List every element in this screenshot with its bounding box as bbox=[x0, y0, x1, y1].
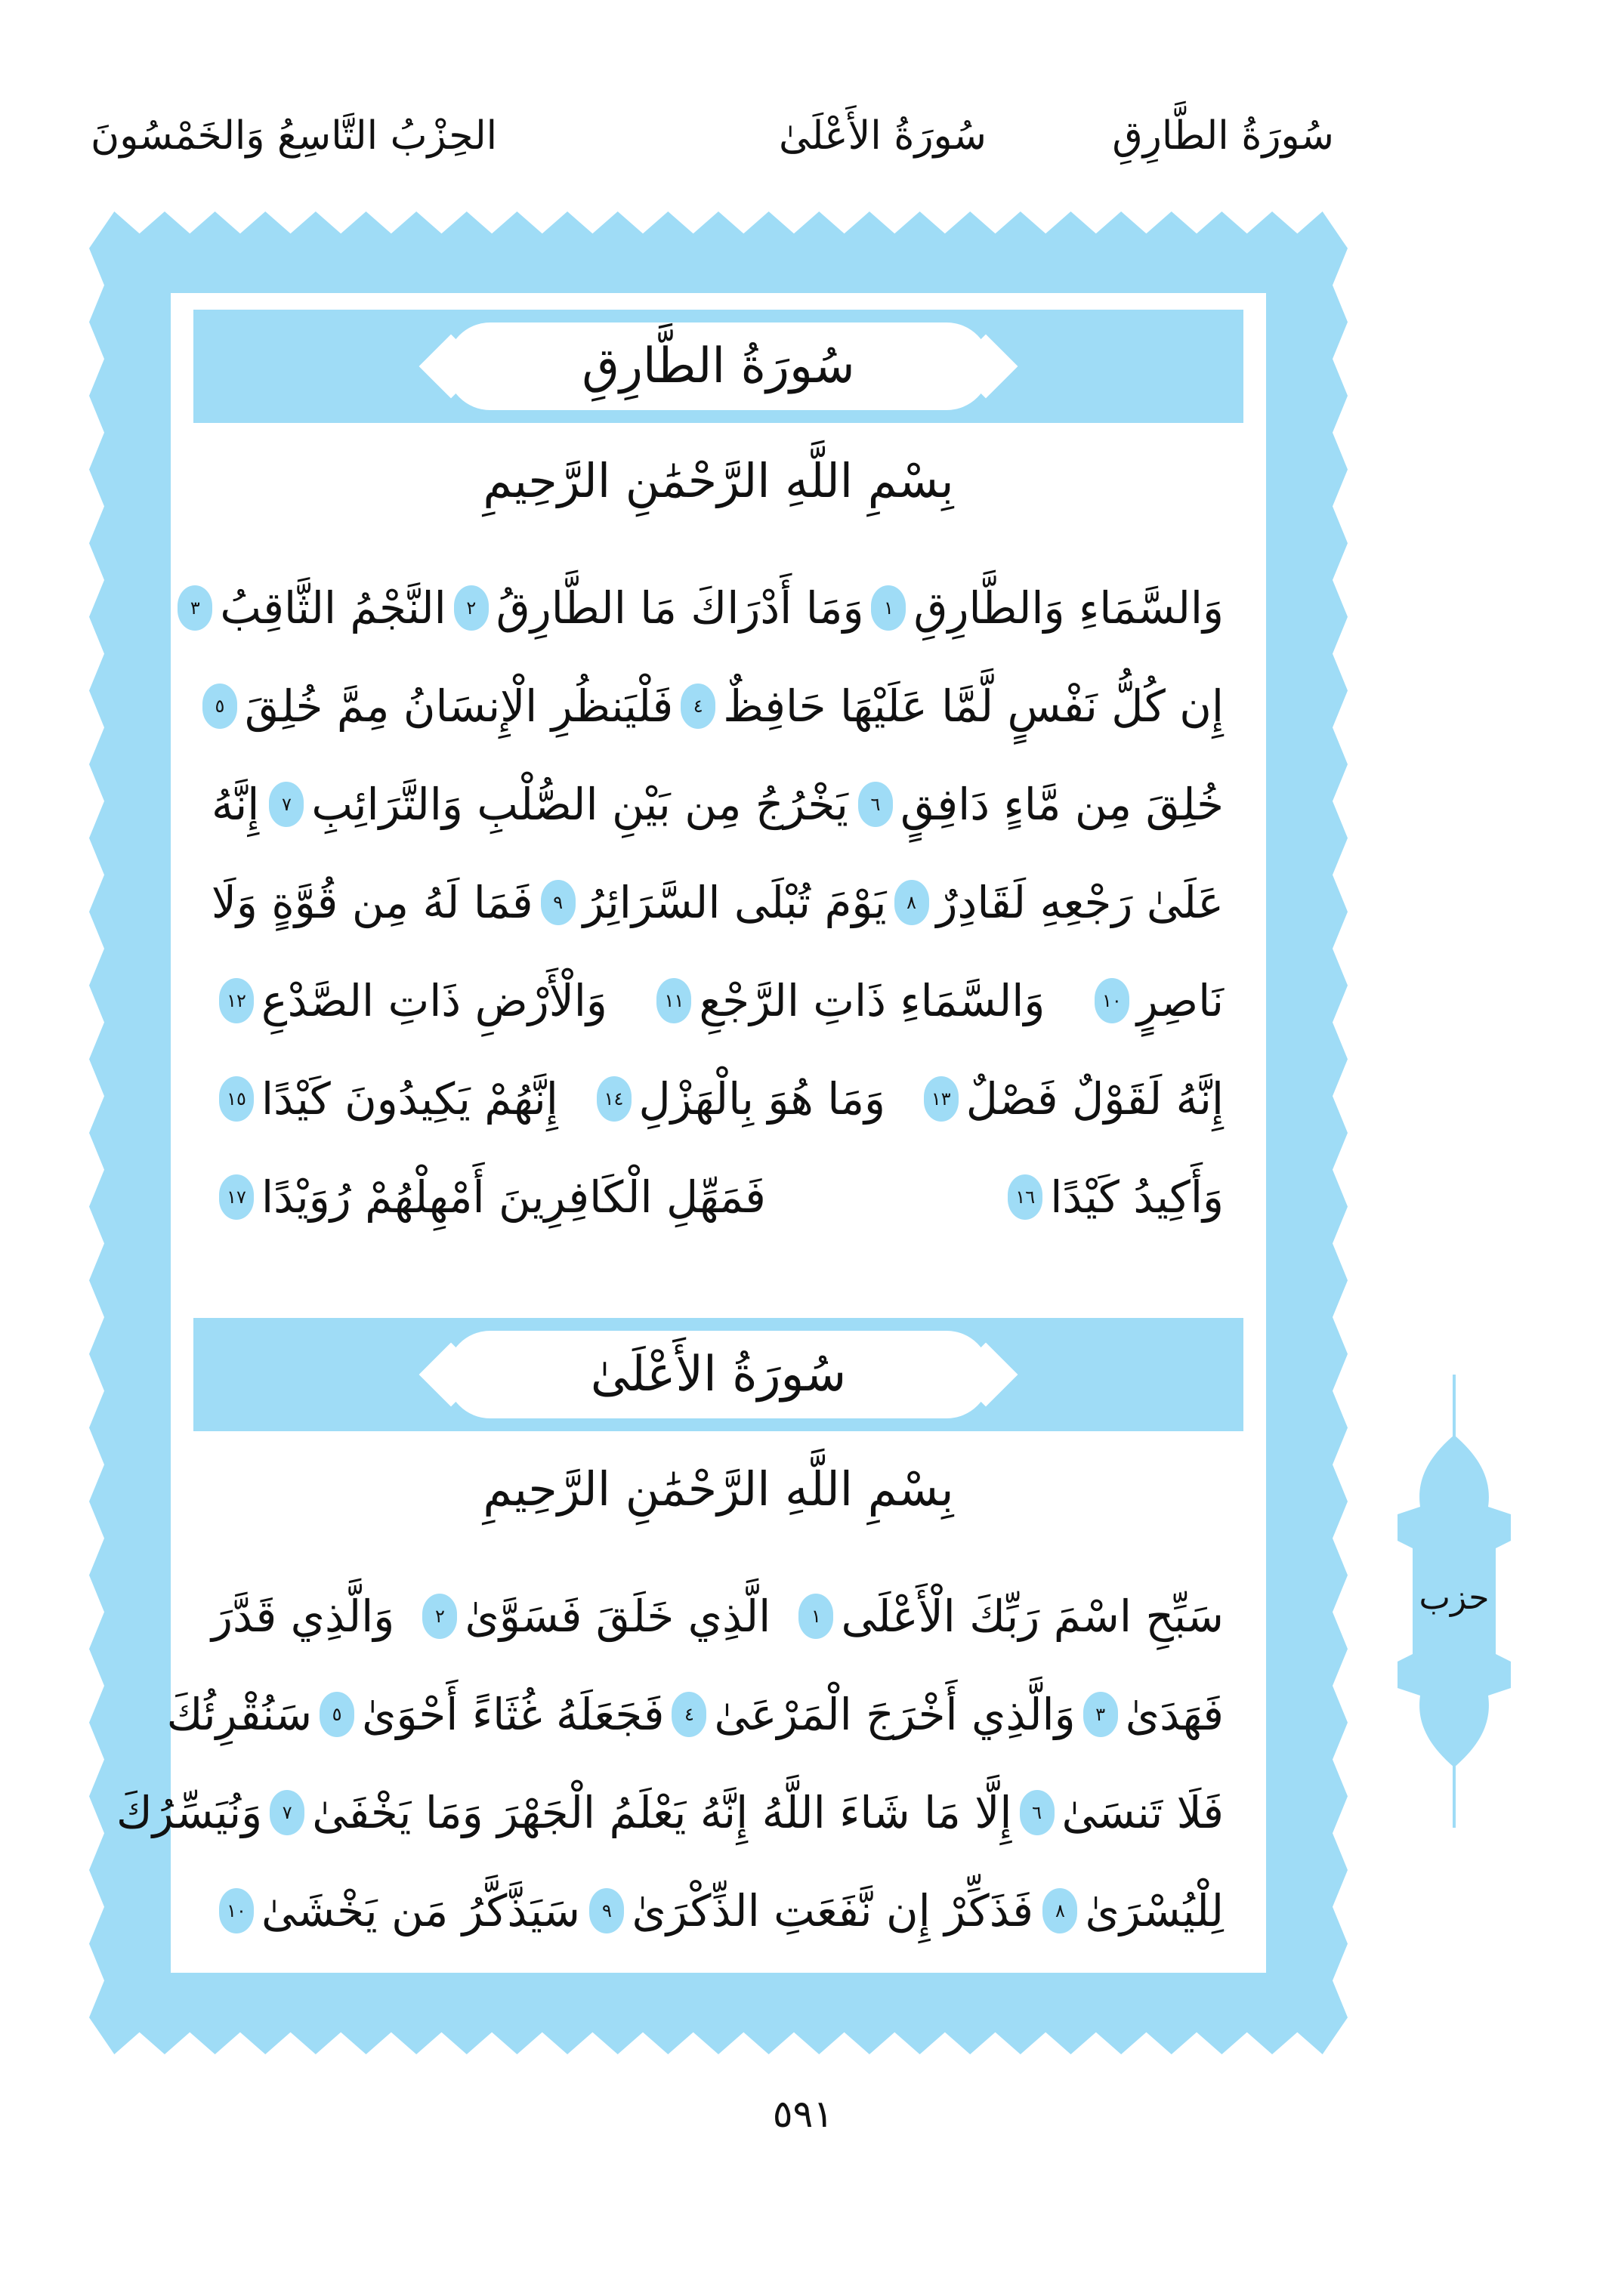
verse-text: النَّجْمُ الثَّاقِبُ bbox=[220, 582, 446, 634]
verse-text: وَأَكِيدُ كَيْدًا bbox=[1050, 1171, 1224, 1223]
verse-segment bbox=[212, 779, 259, 830]
verse-segment bbox=[446, 582, 864, 634]
ayah-number-marker: ٥ bbox=[320, 1692, 354, 1737]
verse-segment bbox=[170, 582, 446, 634]
verse-text: إِن كُلُّ نَفْسٍ لَّمَّا عَلَيْهَا حَافِظٌ bbox=[723, 680, 1224, 732]
ayah-number-marker: ٦ bbox=[858, 782, 893, 827]
verse-segment bbox=[589, 1073, 886, 1125]
ayah-number-marker: ٧ bbox=[269, 782, 304, 827]
verse-text: إِنَّهُ لَقَوْلٌ فَصْلٌ bbox=[965, 1073, 1224, 1125]
verse-text: إِنَّهُ bbox=[212, 779, 260, 830]
ayah-number-marker: ١٥ bbox=[219, 1076, 254, 1122]
verse-segment bbox=[1000, 1171, 1224, 1223]
verse-segment bbox=[673, 680, 1224, 732]
ayah-number-marker: ١٠ bbox=[1095, 978, 1129, 1023]
verse-line bbox=[116, 1764, 1224, 1862]
verse-line bbox=[212, 755, 1224, 853]
verse-text: وَالَّذِي أَخْرَجَ الْمَرْعَىٰ bbox=[714, 1689, 1076, 1740]
verse-segment bbox=[262, 1787, 1011, 1838]
verse-segment bbox=[582, 1885, 1033, 1936]
ayah-number-marker: ٤ bbox=[672, 1692, 706, 1737]
header-sura-right bbox=[1112, 113, 1334, 181]
surah-title: سُورَةُ الطَّارِقِ bbox=[582, 338, 855, 394]
verse-text: الَّذِي خَلَقَ فَسَوَّىٰ bbox=[465, 1591, 771, 1642]
verse-line bbox=[212, 1148, 1224, 1246]
header-sura-right-text: سُورَةُ الطَّارِقِ bbox=[1112, 113, 1334, 159]
verse-segment bbox=[212, 1073, 558, 1125]
verse-segment bbox=[791, 1591, 1224, 1642]
ayah-number-marker: ١٣ bbox=[924, 1076, 959, 1122]
ayah-number-marker: ٣ bbox=[1083, 1692, 1118, 1737]
ayah-number-marker: ٨ bbox=[894, 880, 929, 925]
ayah-number-marker: ٩ bbox=[589, 1888, 624, 1933]
verse-text: وَالسَّمَاءِ وَالطَّارِقِ bbox=[913, 582, 1224, 634]
surah-title: سُورَةُ الأَعْلَىٰ bbox=[590, 1347, 847, 1403]
verse-line bbox=[212, 1862, 1224, 1960]
verse-text: يَوْمَ تُبْلَى السَّرَائِرُ bbox=[582, 877, 887, 928]
verse-segment bbox=[1035, 1885, 1224, 1936]
verse-segment bbox=[649, 975, 1045, 1026]
verse-segment bbox=[212, 1885, 580, 1936]
verse-segment bbox=[1012, 1787, 1225, 1838]
verse-text: نَاصِرٍ bbox=[1136, 975, 1224, 1026]
basmala: بِسْمِ اللَّهِ الرَّحْمَٰنِ الرَّحِيمِ bbox=[483, 1461, 954, 1517]
verse-segment bbox=[533, 877, 887, 928]
verse-text: خُلِقَ مِن مَّاءٍ دَافِقٍ bbox=[900, 779, 1224, 830]
ayah-number-marker: ١٦ bbox=[1008, 1174, 1042, 1220]
surah-banner-tariq bbox=[193, 310, 1243, 423]
verse-segment bbox=[664, 1689, 1075, 1740]
verse-line bbox=[212, 657, 1224, 755]
ayah-number-marker: ١١ bbox=[656, 978, 691, 1023]
verse-text: إِنَّهُمْ يَكِيدُونَ كَيْدًا bbox=[261, 1073, 558, 1125]
verse-segment bbox=[887, 877, 1224, 928]
verse-line bbox=[212, 1567, 1224, 1665]
ayah-number-marker: ١٠ bbox=[219, 1888, 254, 1933]
ayah-number-marker: ١ bbox=[871, 585, 906, 631]
header-hizb bbox=[91, 113, 497, 181]
verse-segment bbox=[212, 1591, 394, 1642]
surah-cartouche bbox=[446, 322, 990, 410]
verse-text: سَبِّحِ اسْمَ رَبِّكَ الْأَعْلَى bbox=[841, 1591, 1224, 1642]
verse-segment bbox=[167, 1689, 312, 1740]
header-hizb-text: الحِزْبُ التَّاسِعُ وَالخَمْسُونَ bbox=[91, 113, 498, 159]
surah-banner-ala bbox=[193, 1318, 1243, 1431]
verse-text: وَمَا هُوَ بِالْهَزْلِ bbox=[638, 1073, 886, 1125]
ayah-number-marker: ١٧ bbox=[219, 1174, 254, 1220]
verse-segment bbox=[916, 1073, 1224, 1125]
verse-text: وَالَّذِي قَدَّرَ bbox=[212, 1591, 395, 1642]
basmala: بِسْمِ اللَّهِ الرَّحْمَٰنِ الرَّحِيمِ bbox=[483, 453, 954, 508]
verse-text: فَهَدَىٰ bbox=[1125, 1689, 1224, 1740]
ayah-number-marker: ٥ bbox=[202, 684, 237, 729]
verse-segment bbox=[212, 1171, 766, 1223]
verse-text: فَمَهِّلِ الْكَافِرِينَ أَمْهِلْهُمْ رُوَيْدًا bbox=[261, 1171, 766, 1223]
verse-text: عَلَىٰ رَجْعِهِ لَقَادِرٌ bbox=[936, 877, 1224, 928]
ayah-number-marker: ١ bbox=[798, 1594, 833, 1639]
verse-segment bbox=[1076, 1689, 1224, 1740]
verse-text: يَخْرُجُ مِن بَيْنِ الصُّلْبِ وَالتَّرَائِبِ bbox=[311, 779, 848, 830]
verse-segment bbox=[1087, 975, 1224, 1026]
verse-segment bbox=[212, 877, 533, 928]
verse-segment bbox=[415, 1591, 771, 1642]
ayah-number-marker: ١٢ bbox=[219, 978, 254, 1023]
verse-segment bbox=[863, 582, 1224, 634]
ayah-number-marker: ٦ bbox=[1020, 1790, 1055, 1835]
verse-text: فَمَا لَهُ مِن قُوَّةٍ وَلَا bbox=[211, 877, 533, 928]
verse-segment bbox=[212, 975, 607, 1026]
verse-line bbox=[212, 952, 1224, 1050]
ayah-number-marker: ٨ bbox=[1042, 1888, 1077, 1933]
verse-text: وَنُيَسِّرُكَ bbox=[116, 1787, 263, 1838]
verse-text: فَذَكِّرْ إِن نَّفَعَتِ الذِّكْرَىٰ bbox=[632, 1885, 1033, 1936]
verse-line bbox=[190, 559, 1224, 657]
ayah-number-marker: ٣ bbox=[178, 585, 212, 631]
verse-line bbox=[212, 853, 1224, 952]
ayah-number-marker: ١٤ bbox=[597, 1076, 632, 1122]
header-sura-middle bbox=[779, 113, 987, 181]
ayah-number-marker: ٢ bbox=[422, 1594, 457, 1639]
ayah-number-marker: ٤ bbox=[681, 684, 715, 729]
surah-cartouche bbox=[446, 1331, 990, 1418]
verse-line bbox=[166, 1665, 1224, 1764]
verse-text: سَيَذَّكَّرُ مَن يَخْشَىٰ bbox=[261, 1885, 580, 1936]
verse-text: إِلَّا مَا شَاءَ اللَّهُ إِنَّهُ يَعْلَمُ الْجَهْرَ وَمَا يَخْفَىٰ bbox=[312, 1787, 1012, 1838]
verse-text: فَجَعَلَهُ غُثَاءً أَحْوَىٰ bbox=[362, 1689, 665, 1740]
verse-segment bbox=[116, 1787, 262, 1838]
verse-text: فَلْيَنظُرِ الْإِنسَانُ مِمَّ خُلِقَ bbox=[244, 680, 674, 732]
verse-text: وَالسَّمَاءِ ذَاتِ الرَّجْعِ bbox=[699, 975, 1045, 1026]
hizb-label: حزب bbox=[1419, 1578, 1490, 1617]
verse-segment bbox=[261, 779, 848, 830]
verse-text: لِلْيُسْرَىٰ bbox=[1085, 1885, 1224, 1936]
page-number: ٥٩١ bbox=[772, 2092, 834, 2136]
verse-segment bbox=[312, 1689, 664, 1740]
verse-text: وَمَا أَدْرَاكَ مَا الطَّارِقُ bbox=[496, 582, 864, 634]
verse-text: فَلَا تَنسَىٰ bbox=[1061, 1787, 1224, 1838]
verse-text: وَالْأَرْضِ ذَاتِ الصَّدْعِ bbox=[261, 975, 607, 1026]
ayah-number-marker: ٧ bbox=[270, 1790, 304, 1835]
verse-segment bbox=[195, 680, 673, 732]
verse-text: سَنُقْرِئُكَ bbox=[166, 1689, 313, 1740]
verse-line bbox=[212, 1050, 1224, 1148]
header-sura-middle-text: سُورَةُ الأَعْلَىٰ bbox=[778, 113, 987, 159]
ayah-number-marker: ٢ bbox=[454, 585, 489, 631]
ayah-number-marker: ٩ bbox=[541, 880, 576, 925]
verse-segment bbox=[851, 779, 1224, 830]
